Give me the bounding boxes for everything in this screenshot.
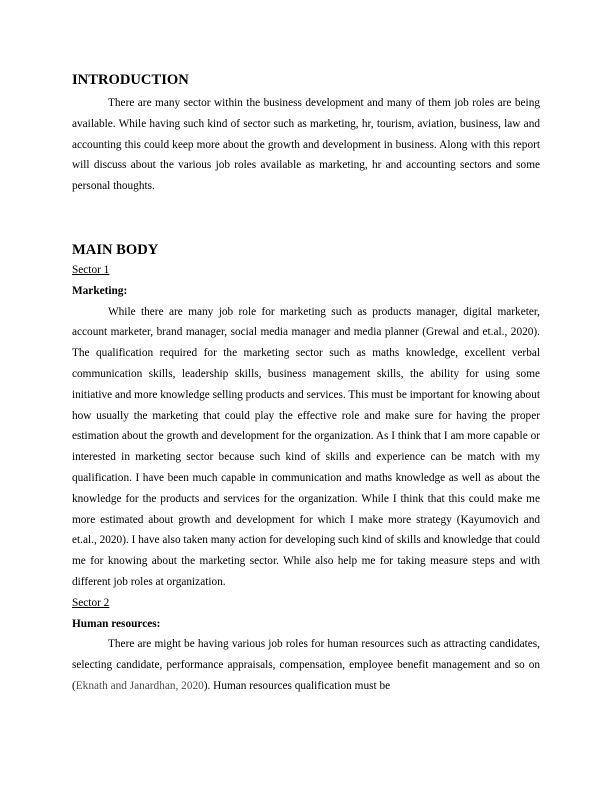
main-body-heading: MAIN BODY [72,241,159,258]
sector-1-label: Sector 1 [72,263,110,276]
hr-paragraph-end: ). Human resources qualification must be [203,679,391,692]
human-resources-paragraph [72,634,540,696]
hr-citation: Eknath and Janardhan, 2020 [75,679,204,692]
human-resources-heading: Human resources: [72,617,161,630]
marketing-heading: Marketing: [72,284,128,297]
sector-2-label: Sector 2 [72,596,110,609]
marketing-paragraph: While there are many job role for marketing such as products manager, digital marketer, account marketer, brand manager, social media manager and media planner (Grewal and et.al., 2020). The qualification required for the marketing sector such as maths knowledge, excellent verbal communication skills, leadership skills, business management skills, the ability for using some initiative and more knowledge selling products and services. This must be important for knowing about how usually the marketing that could play the effective role and make sure for having the proper estimation about the growth and development for the organization. As I think that I am more capable or interested in marketing sector because such kind of skills and experience can be match with my qualification. I have been much capable in communication and maths knowledge as well as about the knowledge for the products and services for the organization. While I think that this could make me more estimated about growth and development for which I make more strategy (Kayumovich and et.al., 2020). I have also taken many action for developing such kind of skills and knowledge that could me for knowing about the marketing sector. While also help me for taking measure steps and with different job roles at organization. [72,305,540,588]
hr-paragraph-start: There are might be having various job roles for human resources such as attracting candidates, selecting candidate, performance appraisals, compensation, employee benefit management and so on ( [72,638,540,692]
introduction-heading: INTRODUCTION [72,72,189,88]
document-page [72,72,540,697]
introduction-paragraph: There are many sector within the business development and many of them job roles are being available. While having such kind of sector such as marketing, hr, tourism, aviation, business, law and accounting this could keep more about the growth and development in business. Along with this report will discuss about the various job roles available as marketing, hr and accounting sectors and some personal thoughts. [72,97,540,193]
